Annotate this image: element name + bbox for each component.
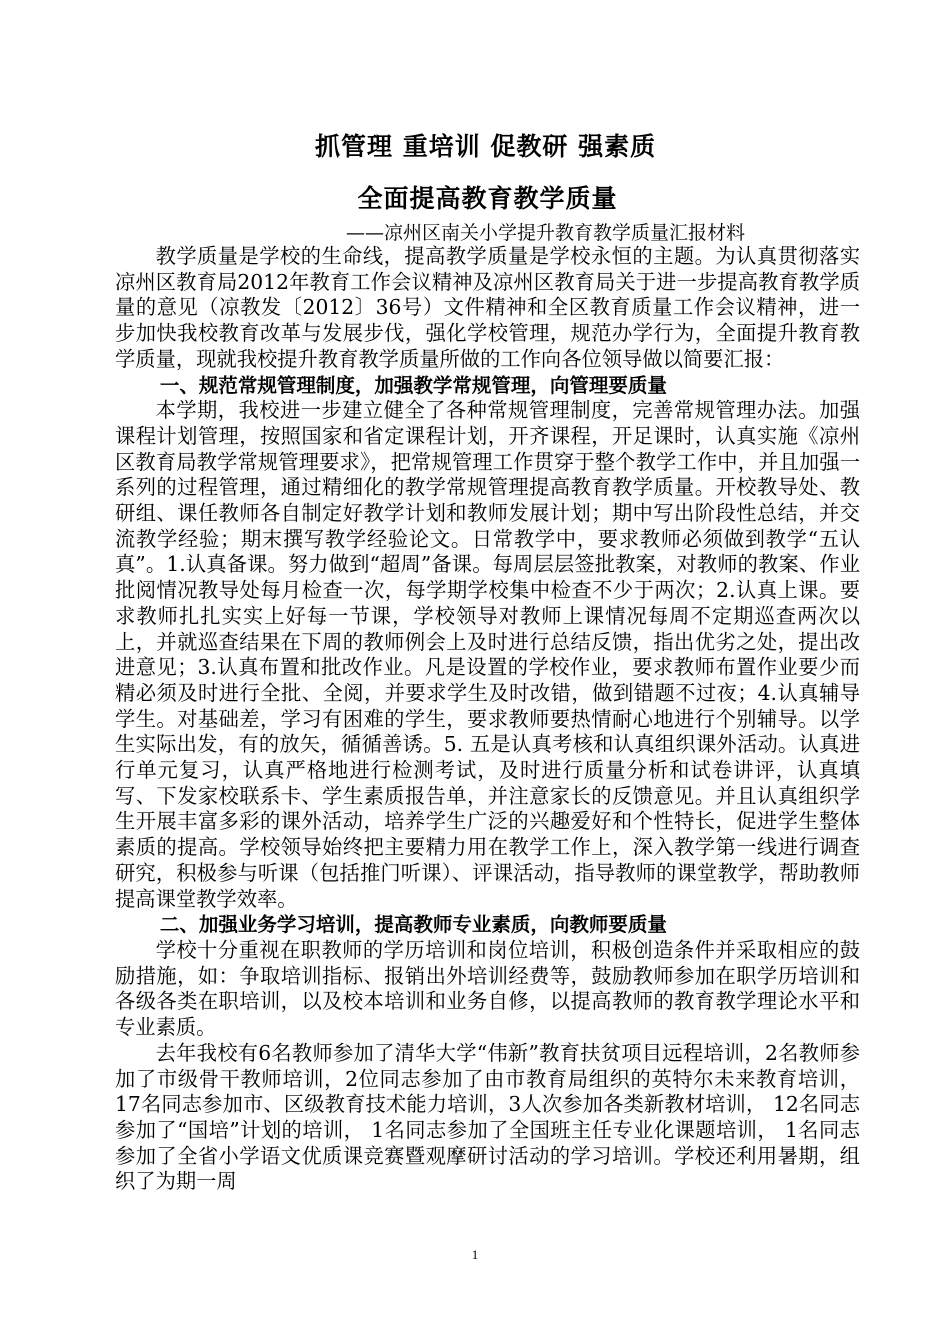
document-title-line-2: 全面提高教育教学质量 [357, 184, 618, 213]
intro-paragraph: 教学质量是学校的生命线，提高教学质量是学校永恒的主题。为认真贯彻落实凉州区教育局2012年教育工作会议精神及凉州区教育局关于进一步提高教育教学质量的意见（凉教发〔2012〕36号）文件精神和全区教育质量工作会议精神，进一步加快我校教育改革与发展步伐，强化学校管理，规范办学行为，全面提升教育教学质量，现就我校提升教育教学质量所做的工作向各位领导做以简要汇报： [115, 244, 860, 371]
section-2-paragraph-2: 去年我校有6名教师参加了清华大学“伟新”教育扶贫项目远程培训，2名教师参加了市级骨干教师培训，2位同志参加了由市教育局组织的英特尔未来教育培训，17名同志参加市、区级教育技术能力培训，3人次参加各类新教材培训， 12名同志参加了“国培”计划的培训， 1名同志参加了全国班主任专业化课题培训， 1名同志参加了全省小学语文优质课竞赛暨观摩研讨活动的学习培训。学校还利用暑期，组织了为期一周 [115, 1040, 860, 1194]
document-page [115, 126, 860, 1195]
document-subtitle: ——凉州区南关小学提升教育教学质量汇报材料 [345, 222, 745, 244]
document-title-line-1: 抓管理 重培训 促教研 强素质 [315, 132, 657, 161]
section-1-paragraph: 本学期，我校进一步建立健全了各种常规管理制度，完善常规管理办法。加强课程计划管理，按照国家和省定课程计划，开齐课程，开足课时，认真实施《凉州区教育局教学常规管理要求》，把常规管理工作贯穿于整个教学工作中，并且加强一系列的过程管理，通过精细化的教学常规管理提高教育教学质量。开校教导处、教研组、课任教师各自制定好教学计划和教师发展计划；期中写出阶段性总结，并交流教学经验；期末撰写教学经验论文。日常教学中，要求教师必须做到教学“五认真”。1.认真备课。努力做到“超周”备课。每周层层签批教案，对教师的教案、作业批阅情况教导处每月检查一次，每学期学校集中检查不少于两次；2.认真上课。要求教师扎扎实实上好每一节课，学校领导对教师上课情况每周不定期巡查两次以上，并就巡查结果在下周的教师例会上及时进行总结反馈，指出优劣之处，提出改进意见；3.认真布置和批改作业。凡是设置的学校作业，要求教师布置作业要少而精必须及时进行全批、全阅，并要求学生及时改错，做到错题不过夜；4.认真辅导学生。对基础差，学习有困难的学生，要求教师要热情耐心地进行个别辅导。以学生实际出发，有的放矢，循循善诱。5. 五是认真考核和认真组织课外活动。认真进行单元复习，认真严格地进行检测考试，及时进行质量分析和试卷讲评，认真填写、下发家校联系卡、学生素质报告单，并注意家长的反馈意见。并且认真组织学生开展丰富多彩的课外活动，培养学生广泛的兴趣爱好和个性特长，促进学生整体素质的提高。学校领导始终把主要精力用在教学工作上，深入教学第一线进行调查研究，积极参与听课（包括推门听课）、评课活动，指导教师的课堂教学，帮助教师提高课堂教学效率。 [115, 398, 860, 911]
section-2-paragraph-1: 学校十分重视在职教师的学历培训和岗位培训，积极创造条件并采取相应的鼓励措施，如：争取培训指标、报销出外培训经费等，鼓励教师参加在职学历培训和各级各类在职培训，以及校本培训和业务自修，以提高教师的教育教学理论水平和专业素质。 [115, 937, 860, 1040]
page-number: 1 [471, 1247, 479, 1262]
section-2-heading: 二、加强业务学习培训，提高教师专业素质，向教师要质量 [159, 913, 667, 937]
section-1-heading: 一、规范常规管理制度，加强教学常规管理，向管理要质量 [159, 373, 667, 397]
